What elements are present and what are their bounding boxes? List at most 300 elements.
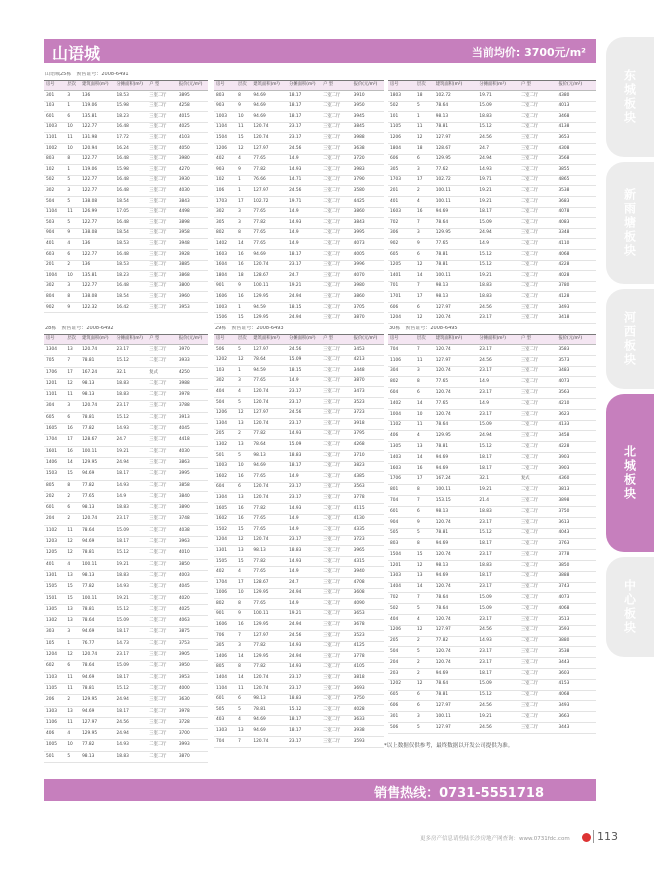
column-header: 户 型 [321,81,352,91]
table-cell: 77.65 [251,207,287,218]
table-cell: 二室二厅 [519,281,556,292]
table-cell: 3705 [352,302,384,313]
table-cell: 4025 [177,122,208,133]
table-cell: 3860 [352,207,384,218]
table-cell: 77.82 [251,556,287,567]
table-cell: 24.56 [477,355,519,366]
table-cell: 4498 [177,207,208,218]
table-cell: 3 [236,376,251,387]
table-row [214,292,384,303]
table-cell: 7 [415,345,434,356]
table-cell: 1006 [214,588,236,599]
table-row [388,281,596,292]
table-cell: 19.21 [287,609,321,620]
table-cell: 5 [415,101,434,112]
table-cell: 102 [214,175,236,186]
table-cell: 3 [415,165,434,176]
table-cell: 三室二厅 [147,650,177,661]
table-cell: 三室二厅 [147,514,177,525]
table-cell: 205 [388,636,415,647]
table-cell: 3868 [177,271,208,282]
table-cell: 8 [65,480,80,491]
table-cell: 18.83 [115,503,148,514]
column-header: 房号 [44,81,65,91]
table-cell: 120.74 [434,582,478,593]
table-cell: 102 [44,165,65,176]
table-cell: 8 [415,485,434,496]
table-cell: 3918 [352,419,384,430]
table-cell: 127.97 [80,717,114,728]
table-cell: 604 [388,388,415,399]
table-cell: 17.05 [115,207,148,218]
table-row [44,401,208,412]
table-cell: 3898 [556,496,596,507]
table-cell: 23.17 [115,401,148,412]
table-cell: 12 [415,560,434,571]
table-cell: 18.17 [477,463,519,474]
table-cell: 16.48 [115,186,148,197]
table-cell: 8 [415,539,434,550]
table-cell: 77.82 [80,480,114,491]
table-cell: 18.15 [287,366,321,377]
table-cell: 120.74 [434,313,478,324]
table-cell: 18.17 [287,91,321,102]
table-cell: 120.74 [251,122,287,133]
table-cell: 4028 [352,705,384,716]
table-cell: 12 [236,143,251,154]
table-cell: 303 [44,627,65,638]
table-cell: 12 [65,650,80,661]
table-cell: 15.12 [287,705,321,716]
table-cell: 98.13 [434,506,478,517]
table-cell: 8 [236,599,251,610]
table-cell: 3633 [352,715,384,726]
table-cell: 二室二厅 [519,463,556,474]
table-cell: 15.09 [287,440,321,451]
table-cell: 3858 [177,480,208,491]
table-cell: 15.12 [477,249,519,260]
table-cell: 1103 [44,672,65,683]
table-cell: 1102 [388,420,415,431]
column-header: 分摊面积(m²) [115,335,148,345]
table-cell: 三室二厅 [321,620,352,631]
table-row [44,593,208,604]
table-cell: 18.17 [287,249,321,260]
table-cell: 24.7 [115,435,148,446]
table-cell: 205 [214,429,236,440]
table-cell: 23.17 [287,122,321,133]
table-cell: 9 [236,165,251,176]
table-row [44,570,208,581]
table-cell: 32.1 [115,367,148,378]
table-cell: 78.64 [434,593,478,604]
table-cell: 三室二厅 [147,207,177,218]
table-cell: 6 [415,388,434,399]
table-cell: 3608 [352,588,384,599]
table-cell: 24.56 [287,345,321,356]
table-cell: 120.74 [251,397,287,408]
column-header: 建筑面积(m²) [434,81,478,91]
table-cell: 二室二厅 [321,165,352,176]
table-cell: 3983 [352,165,384,176]
table-row [388,604,596,615]
table-cell: 120.74 [251,535,287,546]
table-cell: 三室二厅 [519,355,556,366]
column-header: 层次 [65,335,80,345]
table-cell: 10 [65,122,80,133]
table-cell: 二室二厅 [321,450,352,461]
table-cell: 5 [415,604,434,615]
table-cell: 122.77 [80,186,114,197]
table-cell: 18.17 [115,627,148,638]
table-cell: 16.48 [115,281,148,292]
table-row [214,705,384,716]
table-cell: 77.65 [251,154,287,165]
table-cell: 3613 [556,517,596,528]
table-row [388,409,596,420]
table-cell: 605 [388,690,415,701]
table-cell: 二室二厅 [519,539,556,550]
table-cell: 三室二厅 [321,652,352,663]
table-cell: 3763 [556,539,596,550]
table-cell: 15.12 [477,260,519,271]
table-cell: 14.93 [477,165,519,176]
table-cell: 304 [388,366,415,377]
table-row [44,133,208,144]
table-cell: 三室二厅 [147,175,177,186]
table-cell: 1204 [44,650,65,661]
tab-4[interactable] [606,557,654,657]
table-row [214,271,384,282]
table-row [388,625,596,636]
table-cell: 二室二厅 [321,705,352,716]
table-cell: 4045 [177,424,208,435]
table-row [44,249,208,260]
table-cell: 二室二厅 [321,461,352,472]
table-cell: 4073 [556,593,596,604]
table-cell: 复式 [147,367,177,378]
table-cell: 502 [388,604,415,615]
table-cell: 902 [388,239,415,250]
table-cell: 78.81 [434,122,478,133]
table-cell: 3723 [352,408,384,419]
table-cell: 120.74 [434,614,478,625]
table-row [44,537,208,548]
table-cell: 8 [236,91,251,102]
table-cell: 二室二厅 [321,175,352,186]
table-cell: 3573 [556,355,596,366]
table-cell: 二室二厅 [321,355,352,366]
tab-2[interactable] [606,289,654,389]
table-cell: 23.17 [287,133,321,144]
table-row [214,556,384,567]
district-tabs [606,37,654,665]
table-row [214,578,384,589]
table-caption: 29栋 预售证号：2008-6493 [215,326,284,331]
table-row [44,122,208,133]
table-cell: 24.56 [287,143,321,154]
table-cell: 3790 [352,175,384,186]
table-cell: 78.81 [434,260,478,271]
table-cell: 15.09 [287,355,321,366]
table-cell: 3938 [352,726,384,737]
table-cell: 94.69 [251,112,287,123]
table-cell: 二室二厅 [321,302,352,313]
table-cell: 二室二厅 [321,694,352,705]
table-cell: 3 [65,91,80,102]
table-row [214,387,384,398]
table-cell: 77.65 [434,377,478,388]
table-cell: 100.11 [80,446,114,457]
table-cell: 二室二厅 [147,683,177,694]
table-cell: 17.72 [115,133,148,144]
table-cell: 1502 [214,525,236,536]
table-cell: 二室二厅 [147,390,177,401]
table-cell: 4068 [556,604,596,615]
table-cell: 24.94 [287,313,321,324]
table-cell: 16.42 [115,302,148,313]
table-cell: 24.94 [477,228,519,239]
table-row [214,546,384,557]
table-cell: 二室二厅 [321,281,352,292]
table-cell: 三室二厅 [321,482,352,493]
table-cell: 4 [415,614,434,625]
column-header: 建筑面积(m²) [251,335,287,345]
table-cell: 15.09 [477,604,519,615]
table-cell: 14.93 [477,636,519,647]
table-cell: 98.13 [80,390,114,401]
table-cell: 14.93 [287,556,321,567]
table-cell: 15.12 [115,412,148,423]
hotline-bar [44,779,596,801]
table-row [388,260,596,271]
table-cell: 120.94 [80,143,114,154]
table-cell: 404 [388,614,415,625]
column-header: 层次 [236,335,251,345]
table-cell: 三室二厅 [519,302,556,313]
table-cell: 二室二厅 [321,715,352,726]
table-cell: 14.9 [287,207,321,218]
table-cell: 4335 [352,525,384,536]
table-cell: 12 [415,679,434,690]
table-cell: 12 [65,537,80,548]
table-cell: 1504 [214,133,236,144]
table-cell: 120.74 [434,550,478,561]
table-cell: 94.69 [251,715,287,726]
table-cell: 14.93 [115,480,148,491]
table-cell: 204 [388,658,415,669]
table-row [388,420,596,431]
table-cell: 120.74 [80,401,114,412]
table-cell: 77.65 [251,514,287,525]
table-cell: 4 [415,196,434,207]
table-cell: 3 [65,627,80,638]
table-cell: 13 [415,442,434,453]
table-cell: 13 [236,440,251,451]
table-cell: 1203 [44,537,65,548]
page-title: 山语城 [52,44,101,63]
table-cell: 127.97 [434,302,478,313]
table-cell: 77.82 [251,662,287,673]
table-cell: 二室二厅 [147,638,177,649]
table-cell: 3850 [177,559,208,570]
table-cell: 1 [65,101,80,112]
table-cell: 127.97 [434,625,478,636]
table-cell: 3453 [352,345,384,356]
table-cell: 127.97 [251,345,287,356]
table-cell: 1403 [388,452,415,463]
table-cell: 16 [236,472,251,483]
table-caption [214,72,384,80]
table-cell: 三室二厅 [519,496,556,507]
table-cell: 18.17 [115,672,148,683]
table-cell: 5 [415,647,434,658]
table-cell: 14.93 [287,165,321,176]
table-cell: 三室二厅 [147,457,177,468]
table-cell: 502 [388,101,415,112]
table-cell: 78.81 [80,548,114,559]
table-cell: 4068 [556,249,596,260]
table-cell: 二室二厅 [321,366,352,377]
tab-0[interactable] [606,37,654,157]
table-cell: 94.69 [80,469,114,480]
table-row [388,355,596,366]
table-cell: 704 [388,345,415,356]
table-row [388,506,596,517]
table-cell: 二室二厅 [147,469,177,480]
table-cell: 4030 [177,446,208,457]
table-cell: 1205 [44,548,65,559]
table-cell: 4015 [177,112,208,123]
table-cell: 3993 [177,740,208,751]
table-cell: 167.24 [80,367,114,378]
table-cell: 二室二厅 [519,668,556,679]
table-cell: 77.82 [251,165,287,176]
table-cell: 24.94 [477,154,519,165]
table-cell: 120.74 [80,514,114,525]
table-row [214,652,384,663]
table-cell: 二室二厅 [321,472,352,483]
table-row [388,398,596,409]
table-cell: 1101 [44,390,65,401]
table-cell: 3493 [556,701,596,712]
table-cell: 三室二厅 [321,684,352,695]
table-cell: 98.13 [251,450,287,461]
table-cell: 1003 [214,302,236,313]
table-row [214,620,384,631]
table-cell: 二室二厅 [519,260,556,271]
table-row [44,165,208,176]
table-row [388,712,596,723]
table-cell: 304 [44,401,65,412]
table-cell: 1106 [44,717,65,728]
table-cell: 129.95 [434,228,478,239]
table-cell: 3996 [352,260,384,271]
table-cell: 120.74 [251,736,287,747]
table-cell: 3710 [352,450,384,461]
table-cell: 二室二厅 [147,424,177,435]
table-row [214,281,384,292]
table-cell: 24.94 [287,652,321,663]
table-row [214,419,384,430]
table-cell: 1706 [388,474,415,485]
table-cell: 4000 [177,683,208,694]
table-cell: 3623 [556,409,596,420]
table-cell: 506 [388,722,415,733]
table-row [388,377,596,388]
table-cell: 3995 [177,469,208,480]
table-row [44,345,208,356]
table-row [44,627,208,638]
table-caption: 30栋 预售证号：2008-6495 [389,326,458,331]
table-row [214,366,384,377]
table-row [388,292,596,303]
table-cell: 14.93 [287,641,321,652]
table-cell: 二室二厅 [519,636,556,647]
table-cell: 二室二厅 [147,661,177,672]
table-cell: 1205 [388,260,415,271]
table-cell: 1406 [214,652,236,663]
table-cell: 24.56 [287,631,321,642]
table-cell: 23.17 [477,614,519,625]
table-cell: 12 [415,625,434,636]
table-cell: 122.77 [80,122,114,133]
table-cell: 1206 [214,143,236,154]
table-cell: 6 [65,412,80,423]
table-cell: 78.64 [434,679,478,690]
table-cell: 77.82 [251,218,287,229]
table-row [44,412,208,423]
table-cell: 二室二厅 [519,560,556,571]
table-cell: 二室二厅 [519,398,556,409]
table-cell: 9 [65,302,80,313]
table-cell: 78.64 [434,604,478,615]
table-cell: 三室二厅 [519,409,556,420]
table-cell: 24.7 [287,271,321,282]
table-cell: 120.74 [434,658,478,669]
table-cell: 127.97 [434,133,478,144]
tab-1[interactable] [606,162,654,284]
table-row [388,668,596,679]
table-cell: 18.83 [477,281,519,292]
table-cell: 14.93 [287,429,321,440]
table-cell: 三室二厅 [321,260,352,271]
table-cell: 二室二厅 [147,616,177,627]
table-row [388,302,596,313]
table-cell: 二室二厅 [519,604,556,615]
tab-3[interactable] [606,394,654,552]
table-cell: 15.09 [115,661,148,672]
table-row [388,431,596,442]
table-cell: 129.95 [251,620,287,631]
table-cell: 2 [415,186,434,197]
table-cell: 21.4 [477,496,519,507]
table-cell: 4128 [556,292,596,303]
table-cell: 129.95 [434,431,478,442]
table-cell: 3653 [556,133,596,144]
table-cell: 122.77 [80,281,114,292]
table-cell: 二室二厅 [321,599,352,610]
table-cell: 三室二厅 [519,388,556,399]
table-cell: 94.69 [434,539,478,550]
table-cell: 77.65 [251,376,287,387]
table-cell: 18.83 [287,694,321,705]
page-number: 113 [593,830,618,843]
table-cell: 三室二厅 [321,122,352,133]
table-cell: 11 [236,684,251,695]
table-row [388,517,596,528]
table-cell: 94.69 [251,91,287,102]
